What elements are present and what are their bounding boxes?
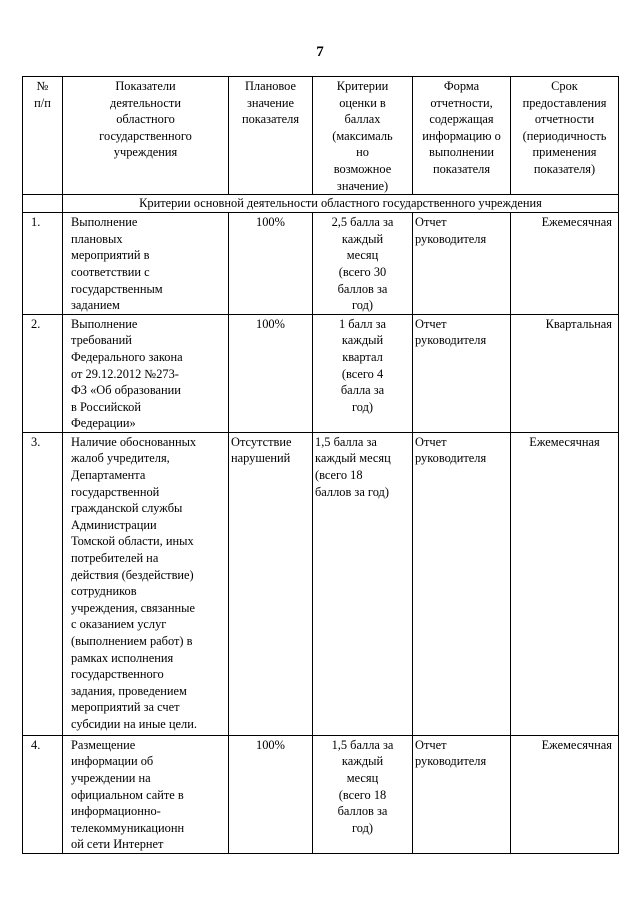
- page-number: 7: [316, 44, 324, 60]
- row-report-period: Ежемесячная: [511, 213, 619, 315]
- row-criteria: 1 балл за каждый квартал (всего 4 балла за год): [313, 314, 413, 432]
- section-row: [23, 195, 619, 213]
- row-report-period: Ежемесячная: [511, 735, 619, 853]
- header-report-form: Форма отчетности, содержащая информацию о выполнении показателя: [413, 77, 511, 195]
- row-criteria: 2,5 балла за каждый месяц (всего 30 баллов за год): [313, 213, 413, 315]
- table-header-row: [23, 77, 619, 195]
- header-report-period: Срок предоставления отчетности (периодичность применения показателя): [511, 77, 619, 195]
- row-number: 2.: [23, 314, 63, 432]
- header-number: № п/п: [23, 77, 63, 195]
- row-report-form: Отчет руководителя: [413, 314, 511, 432]
- row-report-form: Отчет руководителя: [413, 213, 511, 315]
- row-planned-value: Отсутствие нарушений: [229, 432, 313, 735]
- row-criteria: 1,5 балла за каждый месяц (всего 18 баллов за год): [313, 735, 413, 853]
- row-criteria: 1,5 балла за каждый месяц (всего 18 баллов за год): [313, 432, 413, 735]
- section-title: Критерии основной деятельности областного государственного учреждения: [63, 195, 619, 213]
- row-indicator: Наличие обоснованных жалоб учредителя, Департамента государственной гражданской службы Администрации Томской области, иных потребителей на действия (бездействие) сотрудников учреждения, связанные с оказанием услуг (выполнением работ) в рамках исполнения государственного задания, проведением мероприятий за счет субсидии на иные цели.: [63, 432, 229, 735]
- table-row: [23, 735, 619, 853]
- header-indicator: Показатели деятельности областного государственного учреждения: [63, 77, 229, 195]
- row-report-form: Отчет руководителя: [413, 432, 511, 735]
- header-planned-value: Плановое значение показателя: [229, 77, 313, 195]
- table-row: [23, 432, 619, 735]
- row-number: 3.: [23, 432, 63, 735]
- row-report-period: Квартальная: [511, 314, 619, 432]
- indicators-table: [22, 76, 619, 854]
- section-spacer-cell: [23, 195, 63, 213]
- row-report-form: Отчет руководителя: [413, 735, 511, 853]
- row-indicator: Выполнение плановых мероприятий в соответствии с государственным заданием: [63, 213, 229, 315]
- row-number: 4.: [23, 735, 63, 853]
- row-number: 1.: [23, 213, 63, 315]
- table-row: [23, 314, 619, 432]
- header-criteria: Критерии оценки в баллах (максималь но возможное значение): [313, 77, 413, 195]
- row-indicator: Выполнение требований Федерального закона от 29.12.2012 №273- ФЗ «Об образовании в Российской Федерации»: [63, 314, 229, 432]
- row-planned-value: 100%: [229, 213, 313, 315]
- row-planned-value: 100%: [229, 314, 313, 432]
- row-planned-value: 100%: [229, 735, 313, 853]
- row-indicator: Размещение информации об учреждении на официальном сайте в информационно- телекоммуникационн ой сети Интернет: [63, 735, 229, 853]
- table-row: [23, 213, 619, 315]
- row-report-period: Ежемесячная: [511, 432, 619, 735]
